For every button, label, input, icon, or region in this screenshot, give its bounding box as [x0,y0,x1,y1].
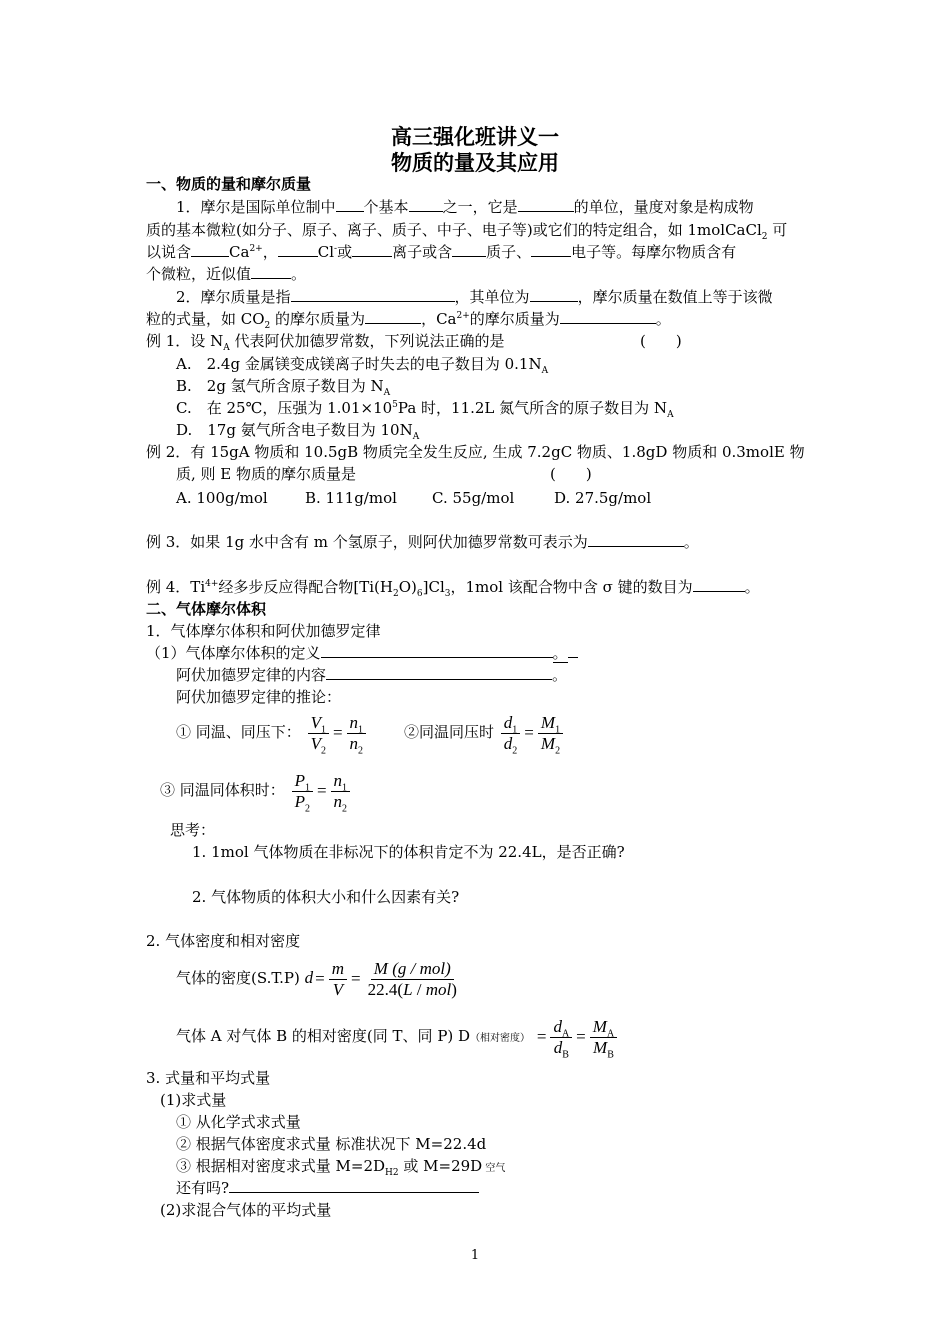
formula-weight-method-3: ③ 根据相对密度求式量 $M=2D_{H2}$ 或 M=29D 空气 [176,1157,506,1178]
formula-weight-method-1: ① 从化学式求式量 [176,1113,301,1131]
example1-answer-paren: ( ) [640,332,682,350]
example1-option-a: A. 2.4g 金属镁变成镁离子时失去的电子数目为 $0.1N_A$ [176,355,549,376]
formula-weight-heading: (1)求式量 [160,1091,227,1109]
example1-option-c: C. 在 25℃，压强为 $1.01\times 10^5Pa$ 时，11.2L 氮气所含的原子数目为 $N_A$ [176,399,674,420]
think-label: 思考： [170,821,216,839]
gas-density-formula: 气体的密度(S.T.P) d = $\frac{m}{V}$ = $\frac{\text{M (g / mol)}}{\text{22.4(L / mol)}}$ [176,958,457,999]
para2-line2: 粒的式量，如 $CO_2$ 的摩尔质量为 ，$Ca^{2+}$的摩尔质量为 。 [146,310,671,331]
gas-sub2-heading: 2. 气体密度和相对密度 [146,932,301,950]
formula-weight-other: 还有吗? [176,1178,479,1198]
para1-line1: 1．摩尔是国际单位制中 个基本 之一，它是 的单位，量度对象是构成物 [176,198,754,216]
example1-option-b: B. 2g 氢气所含原子数目为 $N_A$ [176,377,391,398]
doc-subtitle: 物质的量及其应用 [391,151,559,175]
example1-question: 例 1．设 $N_A$ 代表阿伏加德罗常数，下列说法正确的是 [146,332,505,353]
section-heading-2: 二、气体摩尔体积 [146,600,267,618]
para1-line2: 质的基本微粒(如分子、原子、离子、质子、中子、电子等)或它们的特定组合，如 1molCaCl$_2$ 可 [146,221,788,242]
relative-density-formula: 气体 A 对气体 B 的相对密度(同 T、同 P) D（相对密度） = $\frac{d_A}{d_B}$ = $\frac{M_A}{M_B}$ [176,1012,619,1060]
average-weight-heading: (2)求混合气体的平均式量 [160,1201,332,1219]
section-heading-1: 一、物质的量和摩尔质量 [146,175,312,193]
para1-line4: 个微粒，近似值 。 [146,265,307,283]
example2-option-c: C. 55g/mol [432,489,515,507]
example2-line1: 例 2．有 15gA 物质和 10.5gB 物质完全发生反应, 生成 7.2gC 物质、1.8gD 物质和 0.3molE 物 [146,443,805,461]
example2-line2: 质, 则 E 物质的摩尔质量是 [176,465,357,483]
para2-line1: 2．摩尔质量是指 ，其单位为 ，摩尔质量在数值上等于该微 [176,288,773,306]
doc-title: 高三强化班讲义一 [391,125,559,149]
example2-option-a: A. 100g/mol [176,489,268,507]
inference-1: ① 同温、同压下： $\frac{V_1}{V_2}$ = $\frac{n_1}{n_2}$ [176,708,368,756]
molar-volume-definition: （1）气体摩尔体积的定义 。 [146,643,578,663]
think-question-1: 1. 1mol 气体物质在非标况下的体积肯定不为 22.4L，是否正确? [192,843,625,861]
page-number: 1 [470,1248,480,1263]
example1-option-d: D. 17g 氨气所含电子数目为 $10N_A$ [176,421,420,442]
para1-line3: 以说含 $Ca^{2+}$， Cl-或 离子或含 质子、 电子等。每摩尔物质含有 [146,243,737,261]
example3: 例 3．如果 1g 水中含有 m 个氢原子，则阿伏加德罗常数可表示为 。 [146,533,699,551]
think-question-2: 2. 气体物质的体积大小和什么因素有关? [192,888,460,906]
example4: 例 4．$Ti^{4+}$经多步反应得配合物$[Ti(H_2O)_6]Cl_3$，1mol 该配合物中含 σ 键的数目为 。 [146,578,760,599]
gas-sub3-heading: 3. 式量和平均式量 [146,1069,271,1087]
inference-2: ②同温同压时 $\frac{d_1}{d_2}$ = $\frac{M_1}{M_2}$ [404,708,565,756]
avogadro-law-content: 阿伏加德罗定律的内容 。 [176,666,568,684]
inference-3: ③ 同温同体积时： $\frac{P_1}{P_2}$ = $\frac{n_1}{n_2}$ [160,766,352,814]
example2-option-d: D. 27.5g/mol [554,489,652,507]
example2-option-b: B. 111g/mol [305,489,397,507]
gas-sub1-heading: 1．气体摩尔体积和阿伏加德罗定律 [146,622,381,640]
formula-weight-method-2: ② 根据气体密度求式量 标准状况下 M=22.4d [176,1135,487,1153]
example2-answer-paren: ( ) [550,465,592,483]
avogadro-inference-heading: 阿伏加德罗定律的推论： [176,688,342,706]
